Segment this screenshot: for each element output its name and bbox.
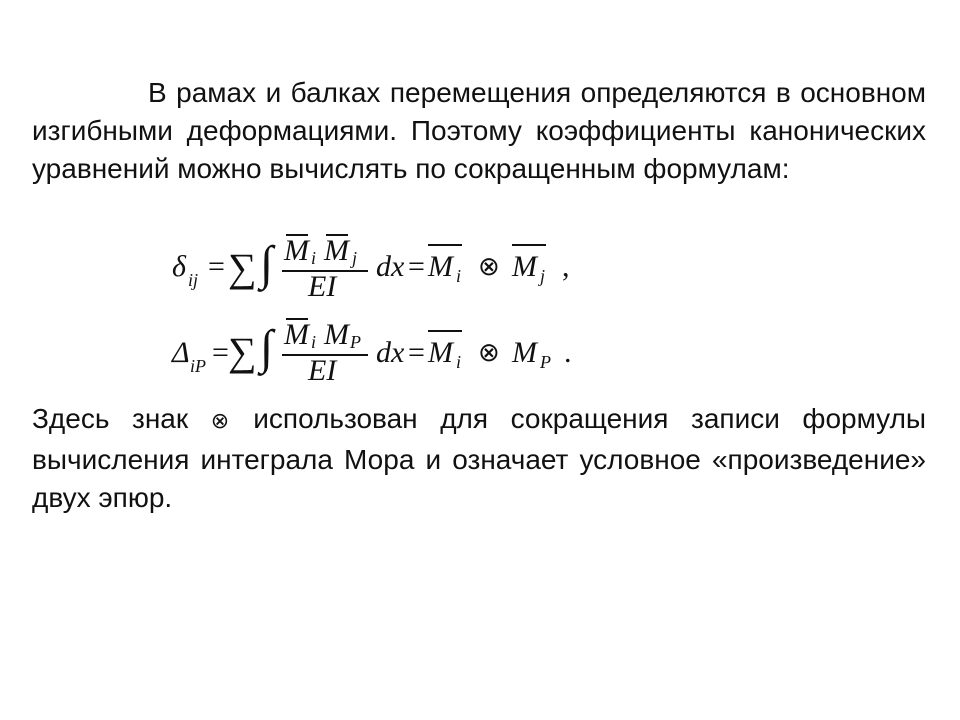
delta-subscript: ij — [188, 270, 199, 290]
numerator-m-j: M — [324, 234, 349, 267]
rhs-m-p: M — [512, 336, 537, 369]
numerator-m-p-subscript: P — [350, 332, 361, 352]
rhs-m-j: M — [512, 250, 537, 283]
formula-delta-ij — [160, 232, 660, 302]
capital-delta-subscript: iP — [190, 356, 206, 376]
equals-sign-2: = — [408, 250, 425, 283]
numerator-m-i-subscript: i — [311, 332, 317, 352]
overline-rhs-m-j — [512, 244, 546, 246]
rhs-m-i: M — [428, 250, 453, 283]
numerator-m-p: M — [324, 318, 349, 351]
trailing-period: . — [564, 336, 572, 369]
delta-symbol: δ — [172, 250, 186, 283]
overline-rhs-m-i — [428, 330, 462, 332]
equals-sign: = — [212, 336, 229, 369]
explanation-text-before: Здесь знак — [32, 403, 189, 434]
otimes-symbol: ⊗ — [478, 338, 500, 368]
equals-sign: = — [208, 250, 225, 283]
equals-sign-2: = — [408, 336, 425, 369]
explanation-text-after: использован для сокращения записи формулы вычисления интеграла Мора и означает условное «произведение» двух эпюр. — [32, 403, 927, 513]
rhs-m-j-subscript: j — [540, 266, 546, 286]
sum-symbol: ∑ — [228, 245, 257, 290]
numerator-m-i-subscript: i — [311, 248, 317, 268]
dx-label: dx — [376, 250, 405, 283]
dx-label: dx — [376, 336, 405, 369]
numerator-m-i: M — [284, 318, 309, 351]
formula-delta-ip — [160, 316, 660, 386]
denominator-ei: EI — [308, 270, 337, 303]
integral-symbol: ∫ — [260, 237, 274, 290]
otimes-symbol: ⊗ — [478, 252, 500, 282]
rhs-m-i-subscript: i — [456, 352, 462, 372]
otimes-inline-symbol: ⊗ — [210, 409, 230, 434]
integral-symbol: ∫ — [260, 321, 274, 374]
numerator-m-i: M — [284, 234, 309, 267]
numerator-m-j-subscript: j — [352, 248, 358, 268]
sum-symbol: ∑ — [228, 329, 257, 374]
explanation-paragraph — [32, 400, 926, 517]
rhs-m-i-subscript: i — [456, 266, 462, 286]
overline-rhs-m-i — [428, 244, 462, 246]
capital-delta-symbol: Δ — [172, 336, 190, 369]
denominator-ei: EI — [308, 354, 337, 387]
rhs-m-p-subscript: P — [540, 352, 551, 372]
intro-paragraph: В рамах и балках перемещения определяются в основном изгибными деформациями. Поэтому коэффициенты канонических уравнений можно вычислять по сокращенным формулам: — [32, 77, 926, 184]
trailing-comma: , — [562, 250, 570, 283]
rhs-m-i: M — [428, 336, 453, 369]
